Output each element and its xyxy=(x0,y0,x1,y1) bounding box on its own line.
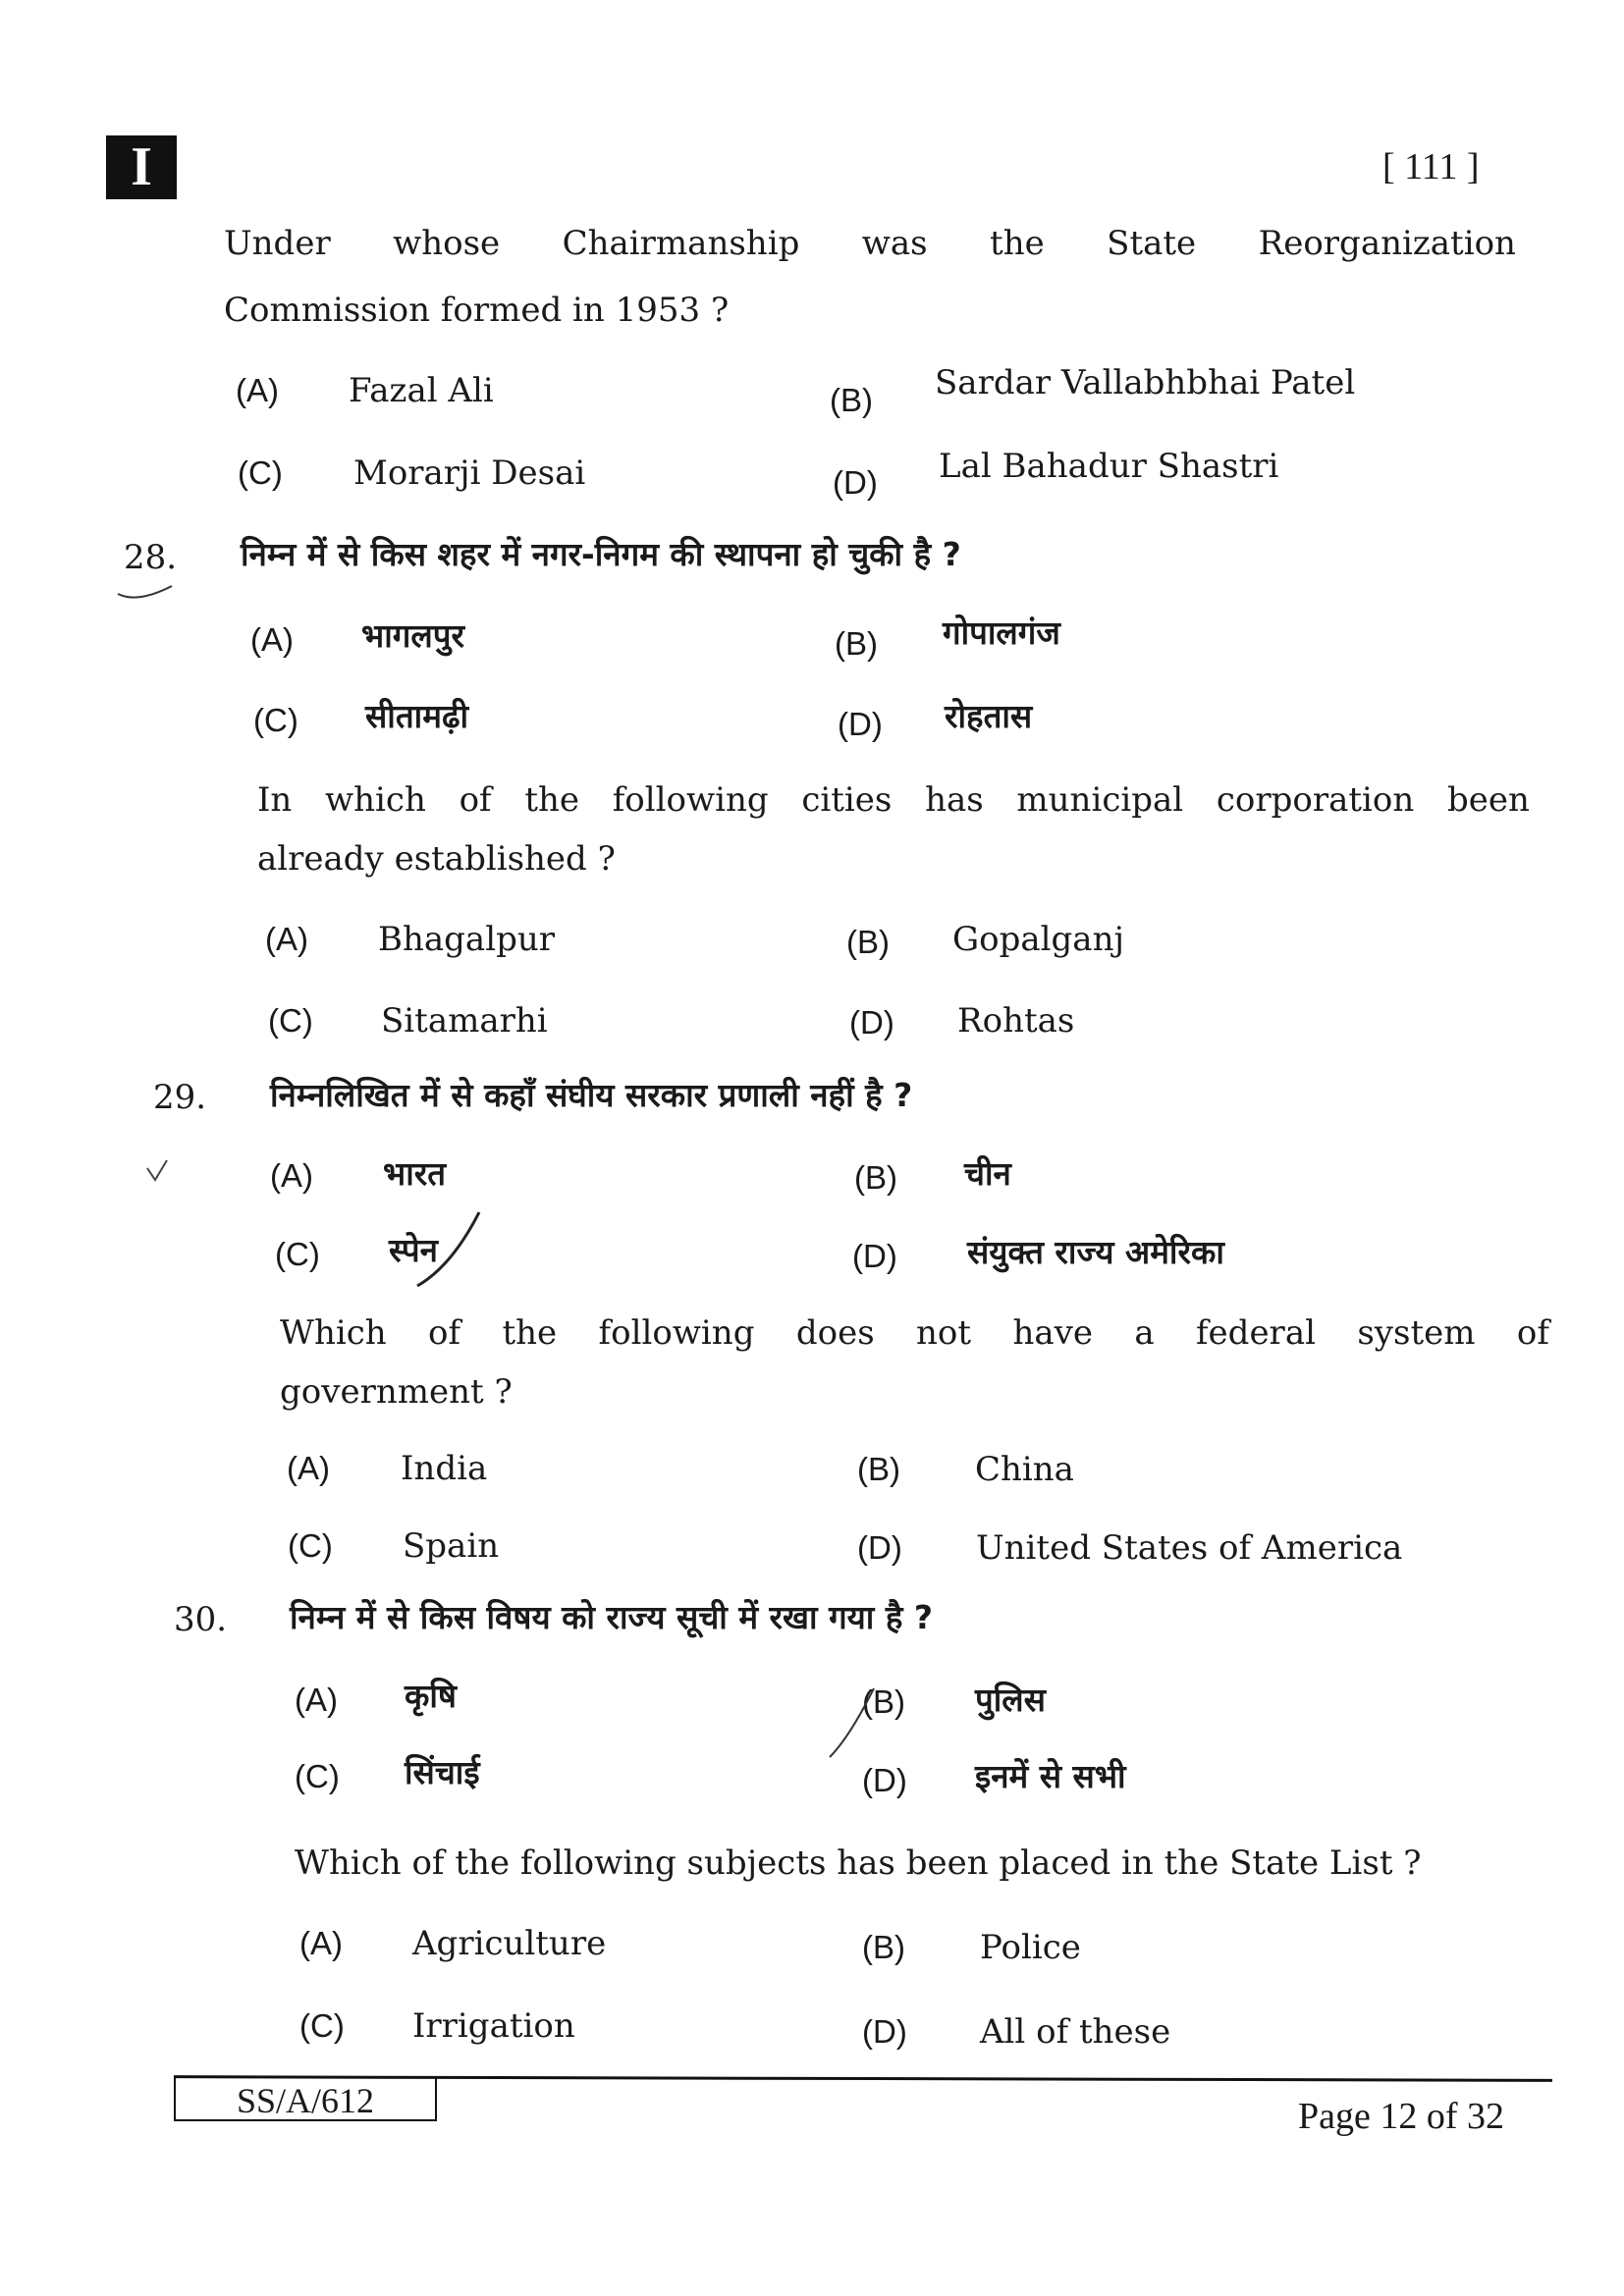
q29-option-a: India xyxy=(401,1449,488,1488)
q28-en-line2: already established ? xyxy=(257,839,616,879)
q29-hi-option-c-label: (C) xyxy=(275,1236,320,1272)
q29-hindi-question: निम्नलिखित में से कहाँ संघीय सरकार प्रणाली नहीं है ? xyxy=(270,1076,913,1114)
q30-hi-option-c: सिंचाई xyxy=(405,1753,480,1791)
q30-option-d-label: (D) xyxy=(862,2013,907,2050)
word: of xyxy=(1516,1313,1549,1353)
q29-en-line2: government ? xyxy=(280,1372,513,1412)
q29-option-d-label: (D) xyxy=(857,1529,902,1566)
q29-option-c-label: (C) xyxy=(288,1527,333,1564)
page-marker: [ 111 ] xyxy=(1382,146,1480,187)
q30-option-c: Irrigation xyxy=(412,2006,575,2046)
q28-hi-option-b: गोपालगंज xyxy=(943,614,1060,652)
word: been xyxy=(1446,780,1530,820)
q30-option-d: All of these xyxy=(980,2012,1171,2052)
q29-option-b-label: (B) xyxy=(857,1451,900,1487)
q27-option-b-label: (B) xyxy=(830,382,873,418)
q28-option-d: Rohtas xyxy=(957,1001,1075,1041)
word: municipal xyxy=(1016,780,1184,820)
word: Under xyxy=(224,224,331,263)
word: of xyxy=(428,1313,461,1353)
word: Reorganization xyxy=(1258,224,1516,263)
q30-option-a: Agriculture xyxy=(412,1924,607,1963)
page-number: Page 12 of 32 xyxy=(1298,2096,1505,2137)
section-badge: I xyxy=(106,135,177,199)
word: State xyxy=(1107,224,1197,263)
q30-hi-option-d: इनमें से सभी xyxy=(975,1757,1126,1795)
q29-option-c: Spain xyxy=(403,1526,500,1566)
q28-option-d-label: (D) xyxy=(849,1004,894,1041)
word: was xyxy=(861,224,928,263)
word: has xyxy=(925,780,984,820)
q28-option-a: Bhagalpur xyxy=(378,920,555,959)
q27-option-d-label: (D) xyxy=(833,464,878,501)
q30-en-question: Which of the following subjects has been placed in the State List ? xyxy=(295,1843,1422,1883)
word: of xyxy=(459,780,492,820)
q29-hi-option-d-label: (D) xyxy=(852,1238,897,1274)
q27-option-c: Morarji Desai xyxy=(353,454,586,493)
q28-hi-option-c-label: (C) xyxy=(253,702,298,738)
q29-option-d: United States of America xyxy=(976,1528,1403,1568)
q30-hindi-question: निम्न में से किस विषय को राज्य सूची में रखा गया है ? xyxy=(290,1598,933,1636)
q30-hi-option-c-label: (C) xyxy=(295,1758,340,1794)
q30-option-c-label: (C) xyxy=(299,2007,345,2044)
word: which xyxy=(325,780,426,820)
q27-option-c-label: (C) xyxy=(238,454,283,491)
q27-en-line2: Commission formed in 1953 ? xyxy=(224,291,730,330)
word: In xyxy=(257,780,293,820)
word: cities xyxy=(801,780,893,820)
q28-hi-option-b-label: (B) xyxy=(835,625,878,662)
q29-hi-option-c: स्पेन xyxy=(389,1231,438,1269)
q29-hi-option-b: चीन xyxy=(964,1154,1011,1193)
q29-hi-option-a-label: (A) xyxy=(270,1157,313,1194)
q28-hindi-question: निम्न में से किस शहर में नगर-निगम की स्थापना हो चुकी है ? xyxy=(241,535,961,573)
q29-hi-option-d: संयुक्त राज्य अमेरिका xyxy=(967,1233,1224,1271)
q28-hi-option-d-label: (D) xyxy=(838,706,883,742)
q30-hi-option-b: पुलिस xyxy=(975,1681,1046,1719)
q28-option-c: Sitamarhi xyxy=(381,1001,548,1041)
word: system xyxy=(1357,1313,1476,1353)
word: does xyxy=(795,1313,875,1353)
q30-hi-option-b-label: (B) xyxy=(862,1683,905,1720)
q30-option-b: Police xyxy=(980,1928,1081,1967)
word: following xyxy=(612,780,769,820)
q30-hi-option-d-label: (D) xyxy=(862,1762,907,1798)
word: the xyxy=(990,224,1045,263)
q27-option-d: Lal Bahadur Shastri xyxy=(939,447,1279,486)
slash-mark-spain xyxy=(417,1212,479,1286)
q28-hi-option-a-label: (A) xyxy=(250,621,294,658)
q28-option-b-label: (B) xyxy=(846,924,890,960)
word: following xyxy=(598,1313,755,1353)
q29-option-a-label: (A) xyxy=(287,1450,330,1486)
q29-number: 29. xyxy=(153,1078,207,1117)
q28-hi-option-d: रोहतास xyxy=(945,697,1033,735)
tick-mark-q28 xyxy=(118,586,172,598)
word: federal xyxy=(1195,1313,1316,1353)
q27-option-a-label: (A) xyxy=(236,372,279,408)
q28-option-a-label: (A) xyxy=(265,921,308,957)
paper-code: SS/A/612 xyxy=(174,2076,437,2121)
word: Chairmanship xyxy=(562,224,800,263)
q30-option-a-label: (A) xyxy=(299,1925,343,1961)
q29-hi-option-a: भारत xyxy=(383,1154,447,1193)
q29-option-b: China xyxy=(975,1450,1074,1489)
q27-option-a: Fazal Ali xyxy=(349,371,494,410)
word: have xyxy=(1012,1313,1093,1353)
slash-mark-police xyxy=(830,1688,874,1757)
q30-option-b-label: (B) xyxy=(862,1929,905,1965)
q29-hi-option-b-label: (B) xyxy=(854,1159,897,1196)
q28-option-c-label: (C) xyxy=(268,1002,313,1039)
q28-hi-option-a: भागलपुर xyxy=(361,616,464,655)
q28-hi-option-c: सीतामढ़ी xyxy=(365,697,469,735)
word: the xyxy=(524,780,580,820)
q30-hi-option-a: कृषि xyxy=(405,1677,457,1715)
word: corporation xyxy=(1216,780,1415,820)
word: whose xyxy=(393,224,501,263)
tick-mark-q29 xyxy=(147,1160,167,1180)
word: the xyxy=(502,1313,558,1353)
word: a xyxy=(1134,1313,1155,1353)
word: Which xyxy=(280,1313,387,1353)
q30-number: 30. xyxy=(174,1600,228,1639)
q28-number: 28. xyxy=(124,538,178,577)
q30-hi-option-a-label: (A) xyxy=(295,1682,338,1718)
q28-option-b: Gopalganj xyxy=(952,920,1125,959)
word: not xyxy=(916,1313,972,1353)
q27-option-b: Sardar Vallabhbhai Patel xyxy=(935,363,1356,402)
